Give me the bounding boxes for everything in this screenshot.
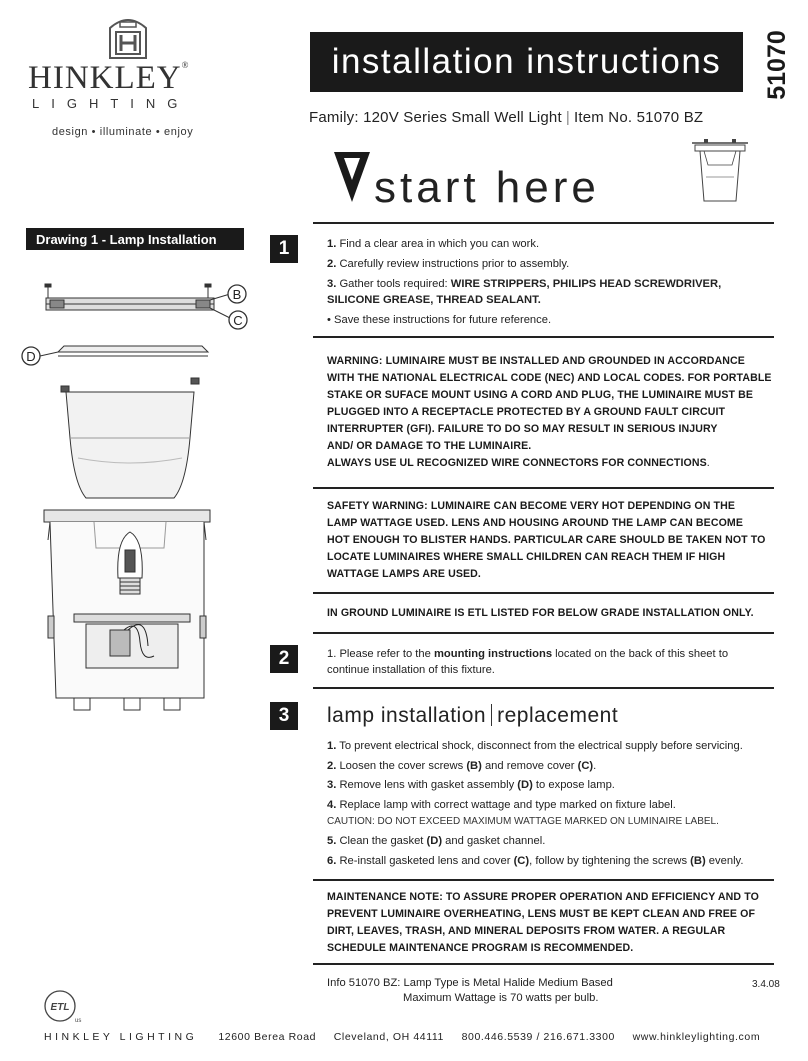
logo-brand: HINKLEY® xyxy=(28,60,190,96)
logo-tagline: design • illuminate • enjoy xyxy=(52,126,194,138)
header-divider xyxy=(313,222,774,224)
logo-lantern-icon xyxy=(104,14,152,60)
step-3-item: 6. Re-install gasketed lens and cover (C), follow by tightening the screws (B) evenly. xyxy=(327,854,744,867)
screw-icon xyxy=(45,284,211,298)
step-3-badge: 3 xyxy=(270,702,298,730)
footer-city: Cleveland, OH 44111 xyxy=(333,1031,444,1043)
svg-text:us: us xyxy=(75,1018,82,1024)
section-title: lamp installation replacement xyxy=(327,704,619,727)
step-1-item: 1. Find a clear area in which you can work. xyxy=(327,238,540,250)
footer-phone: 800.446.5539 / 216.671.3300 xyxy=(461,1031,615,1043)
page-title: installation instructions xyxy=(310,32,743,92)
lamp-installation-drawing xyxy=(14,278,254,728)
item-code-text: 51070 xyxy=(763,30,791,100)
family-text: Family: 120V Series Small Well Light xyxy=(309,109,562,126)
ballast-part xyxy=(74,614,190,668)
step-3-item: 4. Replace lamp with correct wattage and type marked on fixture label. CAUTION: DO NOT EXCEED MAXIMUM WATTAGE MARKED ON LUMINAIRE LABEL. xyxy=(327,798,719,827)
start-here: start here xyxy=(374,163,600,212)
step-2-text: 1. Please refer to the mounting instructions located on the back of this sheet to continue installation of this fixture. xyxy=(327,648,729,676)
etl-listed-icon xyxy=(40,988,80,1024)
family-line: Family: 120V Series Small Well Light | Item No. 51070 BZ xyxy=(309,109,704,126)
cover-part xyxy=(46,298,214,310)
step-3-list xyxy=(327,738,777,869)
maintenance-note: MAINTENANCE NOTE: TO ASSURE PROPER OPERATION AND EFFICIENCY AND TO PREVENT LUMINAIRE OVERHEATING, LENS MUST BE KEPT CLEAN AND FREE OF DIRT, LEAVES, TRASH, AND MINERAL DEPOSITS FROM WATER. A REGULAR SCHEDULE MAINTENANCE PROGRAM IS RECOMMENDED. xyxy=(327,891,759,954)
step-2-badge: 2 xyxy=(270,645,298,673)
divider xyxy=(313,963,774,965)
logo-sub: LIGHTING xyxy=(32,96,190,111)
divider xyxy=(313,487,774,489)
footer xyxy=(44,1031,760,1043)
step-1-badge: 1 xyxy=(270,235,298,263)
step-1-list xyxy=(327,236,767,328)
divider xyxy=(313,879,774,881)
label-c: C xyxy=(233,313,243,328)
step-1-item: 3. Gather tools required: WIRE STRIPPERS, PHILIPS HEAD SCREWDRIVER, SILICONE GREASE, THREAD SEALANT. xyxy=(327,278,722,306)
drawing-title: Drawing 1 - Lamp Installation xyxy=(26,228,244,250)
divider xyxy=(313,336,774,338)
safety-warning-block: SAFETY WARNING: LUMINAIRE CAN BECOME VERY HOT DEPENDING ON THE LAMP WATTAGE USED. LENS AND HOUSING AROUND THE LAMP CAN BECOME HOT ENOUGH TO BLISTER HANDS. PARTICULAR CARE SHOULD BE TAKEN NOT TO LOCATE LUMINAIRES WHERE SMALL CHILDREN CAN REACH THEM IF HIGH WATTAGE LAMPS ARE USED. xyxy=(327,500,766,580)
step-1-item: • Save these instructions for future reference. xyxy=(327,314,552,326)
caution-note: CAUTION: DO NOT EXCEED MAXIMUM WATTAGE MARKED ON LUMINAIRE LABEL. xyxy=(327,815,719,827)
fixture-thumbnail-icon xyxy=(690,137,750,207)
step-3-item: 5. Clean the gasket (D) and gasket channel. xyxy=(327,835,546,847)
divider xyxy=(313,687,774,689)
footer-website-link[interactable]: www.hinkleylighting.com xyxy=(632,1031,761,1043)
step-3-item: 2. Loosen the cover screws (B) and remove cover (C). xyxy=(327,759,597,772)
item-code-vertical xyxy=(745,30,801,100)
inground-note: IN GROUND LUMINAIRE IS ETL LISTED FOR BELOW GRADE INSTALLATION ONLY. xyxy=(327,607,754,619)
step-3-item: 3. Remove lens with gasket assembly (D) to expose lamp. xyxy=(327,779,615,791)
divider xyxy=(313,632,774,634)
reflector-part xyxy=(61,378,199,498)
label-b: B xyxy=(232,287,242,302)
start-arrow-icon xyxy=(332,150,372,205)
warning-block: WARNING: LUMINAIRE MUST BE INSTALLED AND GROUNDED IN ACCORDANCE WITH THE NATIONAL ELECTRICAL CODE (NEC) AND LOCAL CODES. FOR PORTABLE STAKE OR SUFACE MOUNT USING A CORD AND PLUG, THE LUMINAIRE MUST BE PLUGGED INTO A RECEPTACLE PROTECTED BY A GROUND FAULT CIRCUIT INTERRUPTER (GFI). FAILURE TO DO SO MAY RESULT IN SERIOUS INJURY AND/ OR DAMAGE TO THE LUMINAIRE. ALWAYS USE UL RECOGNIZED WIRE CONNECTORS FOR CONNECTIONS. xyxy=(327,355,772,469)
step-1-item: 2. Carefully review instructions prior to assembly. xyxy=(327,258,570,270)
item-number: Item No. 51070 BZ xyxy=(573,109,704,126)
svg-text:ETL: ETL xyxy=(50,1002,70,1013)
footer-address: 12600 Berea Road xyxy=(218,1031,317,1043)
revision-date: 3.4.08 xyxy=(752,979,780,990)
label-d: D xyxy=(26,349,36,364)
step-3-item: 1. To prevent electrical shock, disconnect from the electrical supply before servicing. xyxy=(327,740,743,752)
divider xyxy=(313,592,774,594)
lamp-info: Info 51070 BZ: Lamp Type is Metal Halide Medium Based Maximum Wattage is 70 watts per bulb. xyxy=(327,977,613,1004)
footer-brand: HINKLEY LIGHTING xyxy=(44,1031,198,1043)
lens-part xyxy=(58,346,208,356)
